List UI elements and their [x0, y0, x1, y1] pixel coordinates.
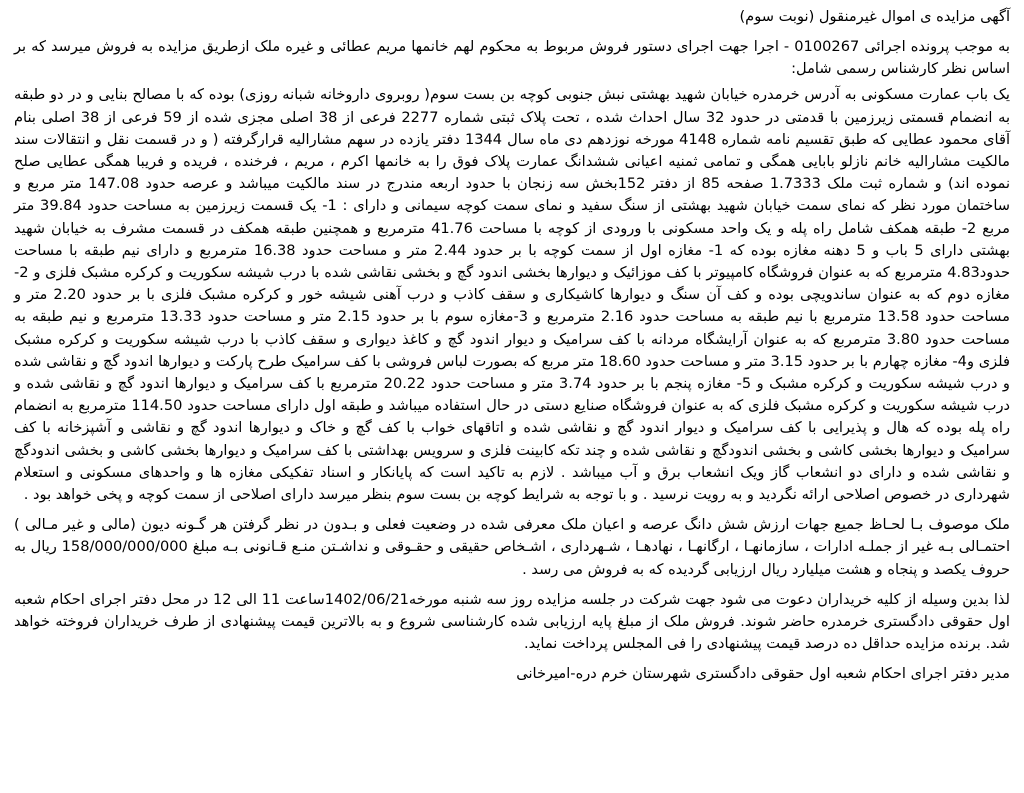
property-description-paragraph: یک باب عمارت مسکونی به آدرس خرمدره خیابان شهید بهشتی نبش جنوبی کوچه بن بست سوم( روبروی داروخانه شبانه روزی) بوده که با مصالح بنایی و در دو طبقه به انضمام قسمتی زیرزمین با قدمتی در حدود 32 سال احداث شده ، تحت پلاک ثبتی شماره 2277 فرعی از 38 اصلی مجزی شده از 59 فرعی از 38 اصلی بنام آقای محمود عطایی که طبق تقسیم نامه شماره 4148 مورخه نوزدهم دی ماه سال 1344 دفتر یازده در سهم مشاراليه قرارگرفته ( و در قسمت نقل و انتقالات سند مالکیت مشاراليه خانم نازلو بابایی همگی و تمامی ثمنيه اعیانی ششدانگ عمارت پلاک فوق را به خانمها اکرم ، مریم ، فرخنده ، فریده و فریبا همگی عطایی صلح نموده اند) و شماره ثبت ملک 1.7333 صفحه 85 از دفتر 152بخش سه زنجان با حدود اربعه مندرج در سند مالکیت میباشد و عرصه حدود 147.08 متر مربع و ساختمان مورد نظر که نمای سمت خیابان شهید بهشتی از سنگ سفید و نمای سمت کوچه سیمانی و دارای : 1- یک قسمت زیرزمین به مساحت حدود 39.84 متر مربع 2- طبقه همکف شامل راه پله و یک واحد مسکونی با ورودی از کوچه با مساحت 41.76 مترمربع و همچنین طبقه همکف در قسمت مشرف به خیابان شهید بهشتی دارای 5 باب و 5 دهنه مغازه بوده که 1- مغازه اول از سمت کوچه با بر حدود 2.44 متر و مساحت حدود 16.38 مترمربع و دارای نیم طبقه با مساحت حدود4.83 مترمربع که به عنوان فروشگاه کامپیوتر با کف موزائیک و دیوارها بخشی اندود گچ و بخشی نقاشی شده با درب شیشه سکوریت و کرکره مشبک فلزی و 2- مغازه دوم که به عنوان ساندویچی بوده و کف آن سنگ و دیوارها کاشیکاری و سقف کاذب و درب آهنی شیشه خور و کرکره مشبک فلزی با بر حدود 2.20 متر و مساحت حدود 13.58 مترمربع با نیم طبقه به مساحت حدود 2.16 مترمربع و 3-مغازه سوم با بر حدود 2.15 متر و مساحت حدود 13.33 مترمربع و نیم طبقه به مساحت حدود 3.80 مترمربع که به عنوان آرایشگاه مردانه با کف سرامیک و دیوار اندود گچ و کاغذ دیواری و سقف کاذب با درب شیشه سکوریت و کرکره مشبک فلزی و4- مغازه چهارم با بر حدود 3.15 متر و مساحت حدود 18.60 متر مربع که بصورت لباس فروشی با کف سرامیک طرح پارکت و دیوارها اندود گچ و نقاشی شده و درب شیشه سکوریت و کرکره مشبک و 5- مغازه پنجم با بر حدود 3.74 متر و مساحت حدود 20.22 مترمربع با کف سرامیک و دیوارها اندود گچ و نقاشی شده و درب شیشه سکوریت و کرکره مشبک فلزی که به عنوان فروشگاه صنایع دستی در حال استفاده میباشد و طبقه اول دارای مساحت حدود 114.50 مترمربع به انضمام راه پله بوده که هال و پذیرایی با کف سرامیک و دیوار اندود گچ و نقاشی شده و اتاقهای خواب با کف گچ و خاک و دیوارها اندود گچ و نقاشی و آشپزخانه با کف سرامیک و دیوارها بخشی کاشی و بخشی اندودگچ و نقاشی شده و چند تکه کابینت فلزی و سرویس بهداشتی با کف سرامیک و دیوارها بخشی کاشی و بخشی اندودگچ و نقاشی شده و دارای دو انشعاب گاز ویک انشعاب برق و آب میباشد . لازم به تاکید است که پایانکار و اسناد تفکیکی مغازه ها و واحدهای مسکونی و استعلام شهرداری در خصوص اصلاحی ارائه نگردید و به رویت نرسید . و با توجه به شرایط کوچه بن بست سوم بنظر میرسد دارای اصلاحی از سمت کوچه و پخی خواهد بود . — [14, 86, 1011, 504]
notice-title: آگهی مزایده ی اموال غیرمنقول (نوبت سوم) — [739, 8, 1010, 25]
signature-line: مدیر دفتر اجرای احکام شعبه اول حقوقی دادگستری شهرستان خرم دره-امیرخانی — [516, 665, 1010, 683]
valuation-paragraph: ملک موصوف بـا لحـاظ جمیع جهات ارزش شش دانگ عرصه و اعیان ملک معرفی شده در وضعیت فعلی و بـدون در نظر گرفتن هر گـونه دیون (مالی و غیر مـالی ) احتمـالی بـه غیر از جملـه ادارات ، سازمانهـا ، ارگانهـا ، نهادهـا ، شـهرداری ، اشـخاص حقیقی و حقـوقی و نداشـتن منـع قـانونی بـه مبلغ 158/000/000/000 ریال به حروف یکصد و پنجاه و هشت میلیارد ریال ارزیابی گردیده که به فروش می رسد . — [14, 516, 1010, 578]
auction-notice — [14, 6, 1010, 786]
case-intro-paragraph: به موجب پرونده اجرائی 0100267 - اجرا جهت اجرای دستور فروش مربوط به محکوم لهم خانمها مریم عطائی و غیره ملک ازطریق مزایده به فروش میرسد که بر اساس نظر کارشناس رسمی شامل: — [14, 38, 1010, 78]
auction-invitation-paragraph: لذا بدین وسیله از کلیه خریداران دعوت می شود جهت شرکت در جلسه مزایده روز سه شنبه مورخه1402/06/21ساعت 11 الی 12 در محل دفتر اجرای احکام شعبه اول حقوقی دادگستری خرمدره حاضر شوند. فروش ملک از مبلغ پایه ارزیابی شده کارشناسی شروع و به بالاترین قیمت پیشنهادی از طرف خریداران فروخته خواهد شد. برنده مزایده حداقل ده درصد قیمت پیشنهادی را فی المجلس پرداخت نماید. — [14, 590, 1010, 653]
